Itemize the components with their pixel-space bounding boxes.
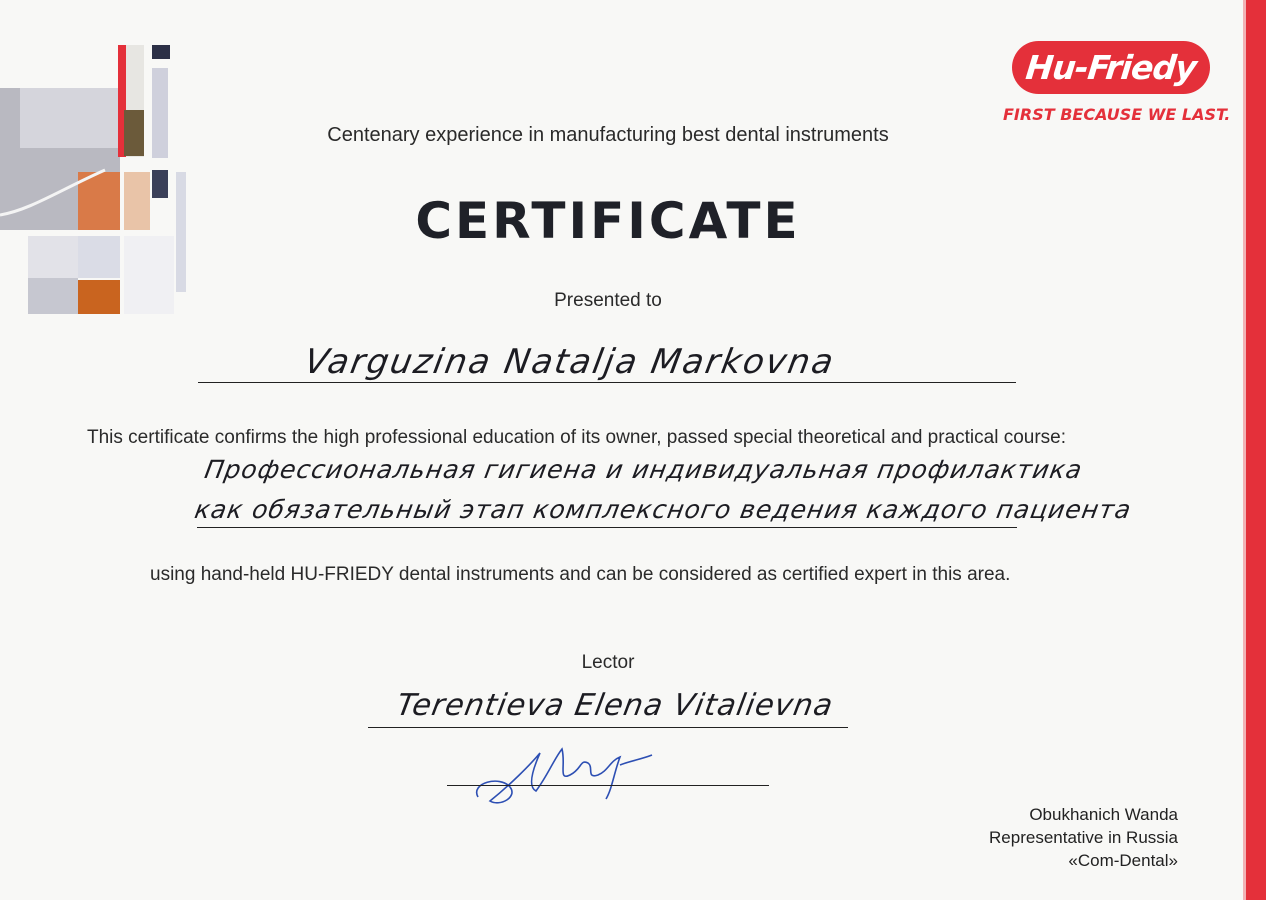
course-title-line1: Профессиональная гигиена и индивидуальная профилактика bbox=[202, 455, 1085, 484]
representative-block bbox=[960, 803, 1178, 872]
representative-role: Representative in Russia bbox=[989, 828, 1178, 847]
course-title-line2: как обязательный этап комплексного ведения каждого пациента bbox=[192, 495, 1134, 524]
course-underline bbox=[197, 527, 1017, 528]
presented-to-label: Presented to bbox=[554, 290, 662, 311]
dental-photo-collage bbox=[0, 40, 190, 320]
representative-company: «Com-Dental» bbox=[1068, 851, 1178, 870]
using-instruments-text: using hand-held HU-FRIEDY dental instruments and can be considered as certified expert in this area. bbox=[150, 564, 1011, 585]
logo-tagline: FIRST BECAUSE WE LAST. bbox=[1003, 105, 1231, 124]
handwritten-signature bbox=[470, 735, 670, 815]
certificate-tagline: Centenary experience in manufacturing best dental instruments bbox=[327, 124, 889, 146]
lector-name: Terentieva Elena Vitalievna bbox=[393, 688, 837, 723]
recipient-underline bbox=[198, 382, 1016, 383]
recipient-name: Varguzina Natalja Markovna bbox=[301, 342, 839, 382]
hu-friedy-logo bbox=[1012, 41, 1210, 94]
red-border-stripe bbox=[1246, 0, 1266, 900]
lector-underline bbox=[368, 727, 848, 728]
lector-label: Lector bbox=[581, 652, 635, 673]
representative-name: Obukhanich Wanda bbox=[1029, 805, 1178, 824]
logo-brand-text: Hu-Friedy bbox=[1024, 48, 1198, 87]
certificate-title: CERTIFICATE bbox=[415, 192, 801, 250]
signature-line bbox=[447, 785, 769, 786]
confirm-text: This certificate confirms the high professional education of its owner, passed special theoretical and practical course: bbox=[87, 427, 1067, 448]
